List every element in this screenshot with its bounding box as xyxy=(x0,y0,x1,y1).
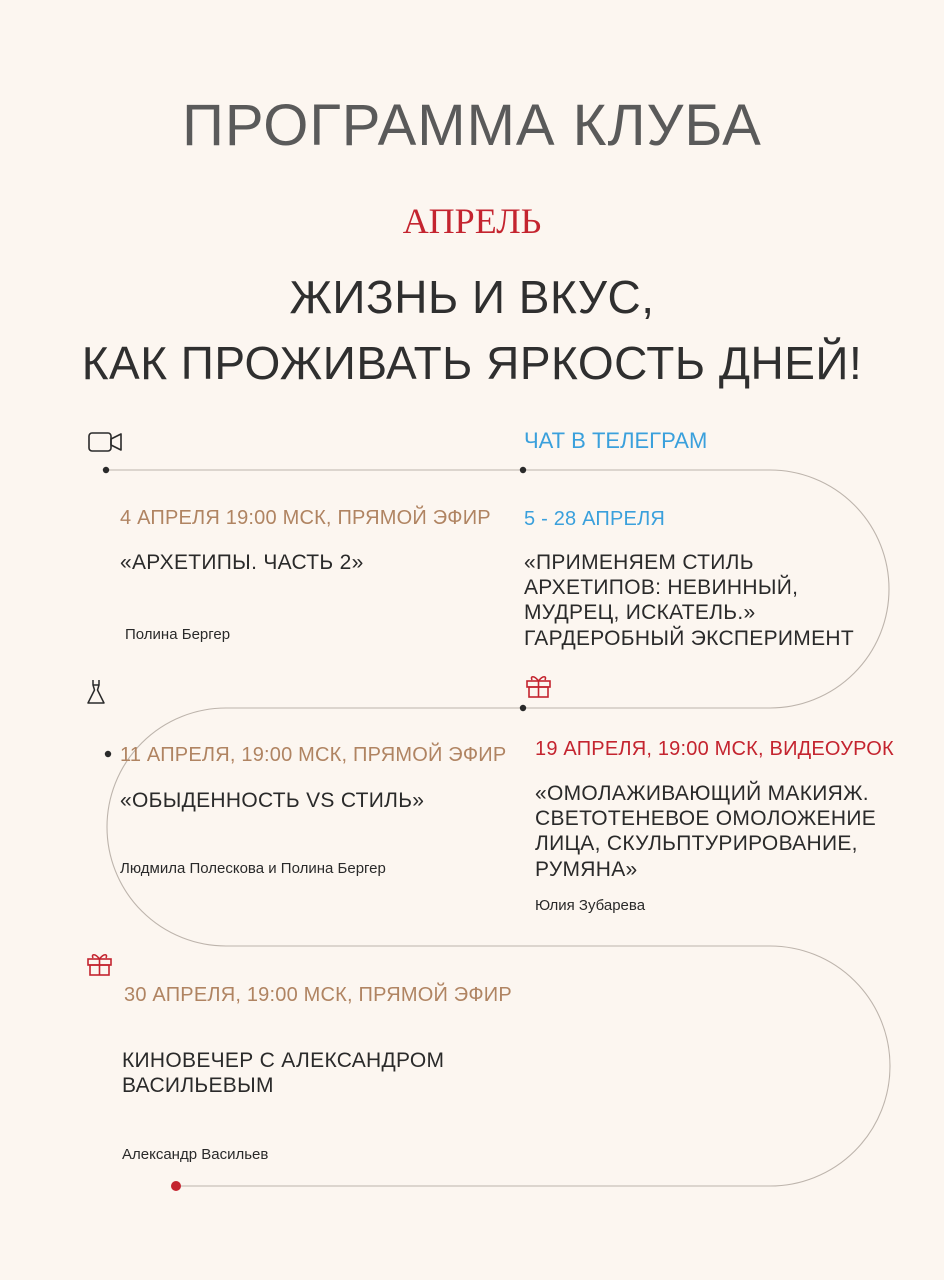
timeline-dot xyxy=(520,467,526,473)
dress-icon xyxy=(86,679,106,705)
event-speaker: Юлия Зубарева xyxy=(535,897,646,914)
event-date: 30 АПРЕЛЯ, 19:00 МСК, ПРЯМОЙ ЭФИР xyxy=(124,984,512,1006)
event-date: 5 - 28 АПРЕЛЯ xyxy=(524,508,666,530)
timeline-end-dot xyxy=(171,1181,181,1191)
event-title: «ОБЫДЕННОСТЬ VS СТИЛЬ» xyxy=(120,789,425,812)
subtitle-line-1: ЖИЗНЬ И ВКУС, xyxy=(289,271,655,323)
timeline-dot xyxy=(103,467,109,473)
subtitle-line-2: КАК ПРОЖИВАТЬ ЯРКОСТЬ ДНЕЙ! xyxy=(81,337,863,389)
gift-icon xyxy=(525,672,552,699)
gift-icon xyxy=(86,950,113,977)
page-title: ПРОГРАММА КЛУБА xyxy=(182,93,762,158)
month-label: АПРЕЛЬ xyxy=(402,201,542,241)
event-title: «АРХЕТИПЫ. ЧАСТЬ 2» xyxy=(120,551,364,574)
timeline-dot xyxy=(105,751,111,757)
event-title: «ПРИМЕНЯЕМ СТИЛЬ АРХЕТИПОВ: НЕВИННЫЙ, МУДРЕЦ, ИСКАТЕЛЬ.» ГАРДЕРОБНЫЙ ЭКСПЕРИМЕНТ xyxy=(524,551,855,650)
event-title: КИНОВЕЧЕР С АЛЕКСАНДРОМ ВАСИЛЬЕВЫМ xyxy=(122,1049,445,1098)
event-speaker: Александр Васильев xyxy=(122,1146,269,1163)
event-title: «ОМОЛАЖИВАЮЩИЙ МАКИЯЖ. СВЕТОТЕНЕВОЕ ОМОЛОЖЕНИЕ ЛИЦА, СКУЛЬПТУРИРОВАНИЕ, РУМЯНА» xyxy=(535,782,877,881)
event-date: 11 АПРЕЛЯ, 19:00 МСК, ПРЯМОЙ ЭФИР xyxy=(120,744,507,766)
event-speaker: Людмила Полескова и Полина Бергер xyxy=(120,860,386,877)
video-camera-icon xyxy=(88,430,124,454)
event-date: 19 АПРЕЛЯ, 19:00 МСК, ВИДЕОУРОК xyxy=(535,738,894,760)
event-date: 4 АПРЕЛЯ 19:00 МСК, ПРЯМОЙ ЭФИР xyxy=(120,507,491,529)
event-speaker: Полина Бергер xyxy=(125,626,231,643)
timeline-dot xyxy=(520,705,526,711)
telegram-chat-link[interactable]: ЧАТ В ТЕЛЕГРАМ xyxy=(524,428,708,453)
